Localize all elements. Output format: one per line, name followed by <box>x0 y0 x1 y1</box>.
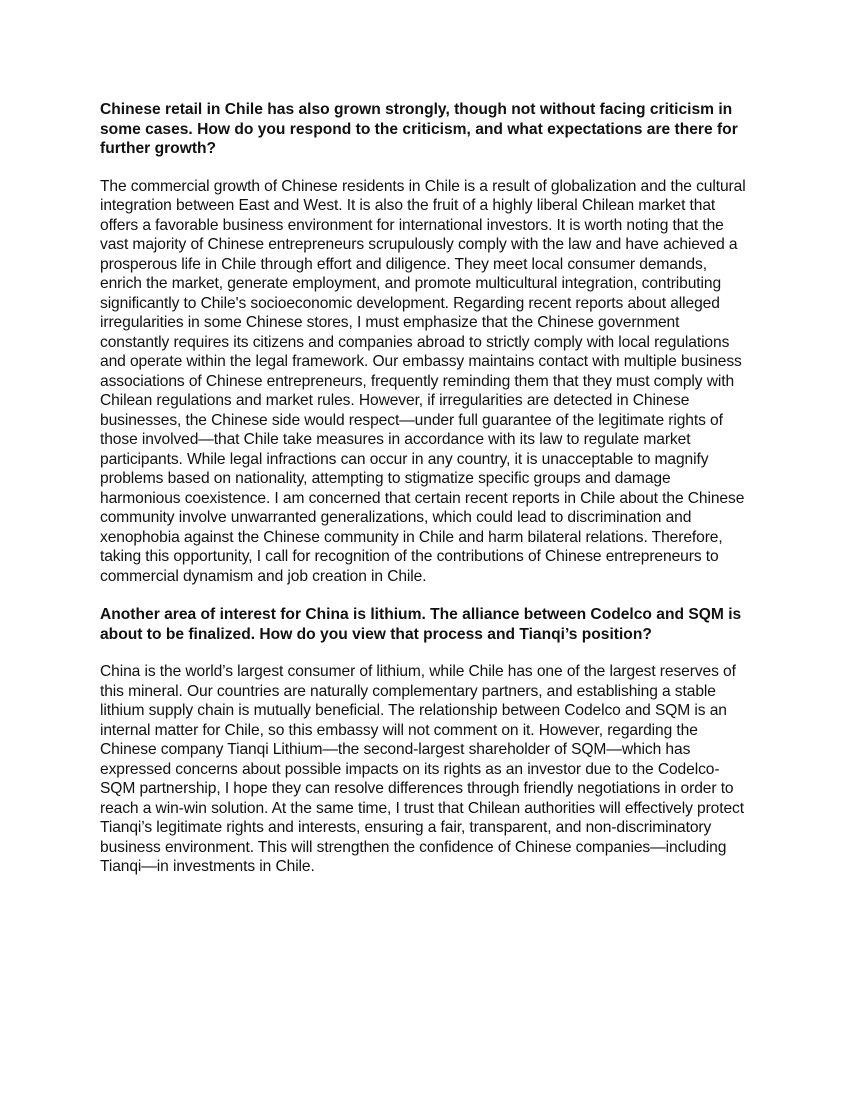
answer-retail: The commercial growth of Chinese residents in Chile is a result of globalization and the cultural integration between East and West. It is also the fruit of a highly liberal Chilean market that offers a favorable business environment for international investors. It is worth noting that the vast majority of Chinese entrepreneurs scrupulously comply with the law and have achieved a prosperous life in Chile through effort and diligence. They meet local consumer demands, enrich the market, generate employment, and promote multicultural integration, contributing significantly to Chile's socioeconomic development. Regarding recent reports about alleged irregularities in some Chinese stores, I must emphasize that the Chinese government constantly requires its citizens and companies abroad to strictly comply with local regulations and operate within the legal framework. Our embassy maintains contact with multiple business associations of Chinese entrepreneurs, frequently reminding them that they must comply with Chilean regulations and market rules. However, if irregularities are detected in Chinese businesses, the Chinese side would respect—under full guarantee of the legitimate rights of those involved—that Chile take measures in accordance with its law to regulate market participants. While legal infractions can occur in any country, it is unacceptable to magnify problems based on nationality, attempting to stigmatize specific groups and damage harmonious coexistence. I am concerned that certain recent reports in Chile about the Chinese community involve unwarranted generalizations, which could lead to discrimination and xenophobia against the Chinese community in Chile and harm bilateral relations. Therefore, taking this opportunity, I call for recognition of the contributions of Chinese entrepreneurs to commercial dynamism and job creation in Chile. <box>100 177 746 585</box>
answer-lithium: China is the world’s largest consumer of lithium, while Chile has one of the largest reserves of this mineral. Our countries are naturally complementary partners, and establishing a stable lithium supply chain is mutually beneficial. The relationship between Codelco and SQM is an internal matter for Chile, so this embassy will not comment on it. However, regarding the Chinese company Tianqi Lithium—the second-largest shareholder of SQM—which has expressed concerns about possible impacts on its rights as an investor due to the Codelco-SQM partnership, I hope they can resolve differences through friendly negotiations in order to reach a win-win solution. At the same time, I trust that Chilean authorities will effectively protect Tianqi’s legitimate rights and interests, ensuring a fair, transparent, and non-discriminatory business environment. This will strengthen the confidence of Chinese companies—including Tianqi—in investments in Chile. <box>100 663 744 875</box>
document-page <box>100 100 752 896</box>
question-retail: Chinese retail in Chile has also grown strongly, though not without facing criticism in some cases. How do you respond to the criticism, and what expectations are there for further growth? <box>100 101 738 157</box>
question-lithium: Another area of interest for China is lithium. The alliance between Codelco and SQM is about to be finalized. How do you view that process and Tianqi’s position? <box>100 606 742 643</box>
